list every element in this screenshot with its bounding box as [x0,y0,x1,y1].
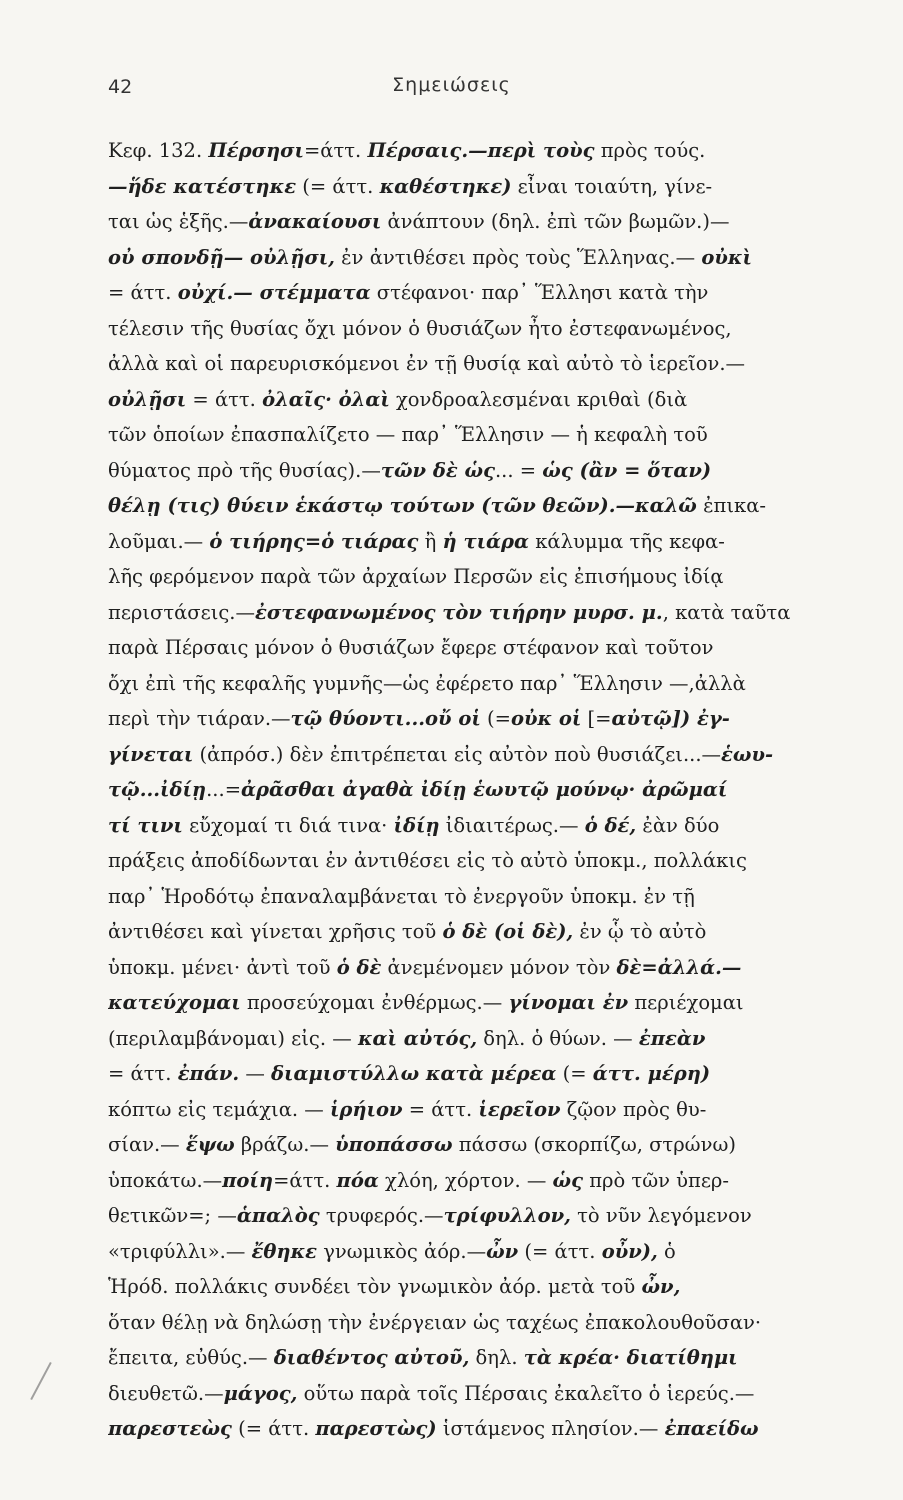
lemma-term: ἰδίῃ [393,813,440,837]
lemma-term: διαθέντος αὐτοῦ, [273,1346,470,1369]
text-line [108,1056,888,1092]
text-line [108,559,888,595]
lemma-term: γίνομαι ἐν [508,991,629,1014]
gloss-text: ὅταν θέλῃ νὰ δηλώσῃ τὴν ἐνέργειαν ὡς ταχέως ἐπακολουθοῦσαν· [108,1310,762,1334]
gloss-text: περιστάσεις.— [108,600,255,624]
gloss-text: =άττ. [273,1168,337,1192]
text-line [108,737,888,773]
lemma-term: ἡ τιάρα [442,529,530,553]
gloss-text: — [239,1062,272,1085]
text-line [108,240,888,276]
text-line [108,275,888,311]
gloss-text: τρυφερός.— [319,1204,444,1227]
lemma-term: παρεστὼς) [315,1417,437,1440]
gloss-text: γνωμικὸς ἀόρ.— [317,1239,487,1263]
lemma-term: τῷ...ἰδίῃ [108,778,207,801]
gloss-text: παρὰ Πέρσαις μόνον ὁ θυσιάζων ἔφερε στέφανον καὶ τοῦτον [108,636,714,659]
text-line [108,1127,888,1163]
lemma-term: καὶ αὐτός, [357,1026,478,1050]
gloss-text: ἐν ἀντιθέσει πρὸς τοὺς Ἕλληνας.— [334,245,702,269]
gloss-text: (περιλαμβάνομαι) εἰς. — [108,1026,358,1050]
lemma-term: οὐλῇσι [108,387,187,411]
text-line [108,772,888,808]
gloss-text: (= [556,1062,593,1085]
lemma-term: ὦν [486,1239,519,1263]
gloss-text: ὁ [657,1239,676,1263]
text-line [108,1198,888,1234]
notes-body [108,133,888,1447]
gloss-text: ὄχι ἐπὶ τῆς κεφαλῆς γυμνῆς—ὡς ἐφέρετο παρ᾽ Ἕλλησιν —,ἀλλὰ [108,671,746,695]
gloss-text: τέλεσιν τῆς θυσίας ὄχι μόνον ὁ θυσιάζων ἦτο ἐστεφανωμένος, [108,316,732,340]
lemma-term: τῷ θύοντι...οὔ οἱ [290,707,481,730]
gloss-text: = άττ. [402,1097,479,1121]
gloss-text: =άττ. [303,139,368,162]
lemma-term: ὑποπάσσω [335,1133,453,1156]
lemma-term: ἐπεὰν [638,1026,706,1050]
gloss-text: ἱστάμενος πλησίον.— [436,1417,665,1440]
text-line [108,1411,888,1447]
lemma-term: ἱερεῖον [478,1097,561,1121]
lemma-term: τῶν δὲ ὡς [380,458,495,482]
lemma-term: οὐχί.— στέμματα [177,281,371,304]
text-line [108,1092,888,1128]
gloss-text: «τριφύλλι».— [108,1239,252,1263]
lemma-term: ὁ δέ, [584,813,637,837]
lemma-term: ἔθηκε [251,1239,318,1263]
running-head: Σημειώσεις [392,74,511,96]
gloss-text: δηλ. ὁ θύων. — [477,1026,639,1050]
gloss-text: χλόη, χόρτον. — [378,1168,553,1192]
text-line [108,843,888,879]
lemma-term: δὲ=ἀλλά.— [616,955,742,979]
gloss-text: προσεύχομαι ἐνθέρμως.— [240,991,509,1014]
gloss-text: ἰδιαιτέρως.— [439,813,585,837]
text-line [108,346,888,382]
gloss-text: (ἀπρόσ.) δὲν ἐπιτρέπεται εἰς αὐτὸν ποὺ θυσιάζει...— [193,742,722,766]
lemma-term: καθέστηκε) [379,174,512,198]
lemma-term: μάγος, [223,1381,298,1405]
gloss-text: = άττ. [186,387,263,411]
pencil-mark [30,1362,51,1400]
gloss-text: (= [480,707,511,730]
gloss-text: κάλυμμα τῆς κεφα- [529,529,725,553]
lemma-term: ὡς [552,1168,583,1192]
gloss-text: (= άττ. [231,1417,316,1440]
gloss-text: πρὸς τούς. [594,139,706,162]
gloss-text: εὔχομαί τι διά τινα· [182,813,394,837]
gloss-text: = άττ. [108,1062,178,1085]
gloss-text: ὑποκμ. μένει· ἀντὶ τοῦ [108,955,337,979]
gloss-text: θετικῶν=; — [108,1204,237,1227]
gloss-text: ...= [206,778,242,801]
gloss-text: βράζω.— [234,1133,336,1156]
lemma-term: ὦν, [641,1275,681,1298]
gloss-text: ... = [494,458,543,482]
lemma-term: ἁπαλὸς [236,1204,320,1227]
page-number: 42 [108,76,133,98]
lemma-term: Πέρσησι [208,139,304,162]
gloss-text: σίαν.— [108,1133,186,1156]
text-line [108,1234,888,1270]
text-line [108,1021,888,1057]
gloss-text: πάσσω (σκορπίζω, στρώνω) [452,1133,736,1156]
gloss-text: ἐπικα- [696,494,766,517]
gloss-text: ἐὰν δύο [636,813,720,837]
lemma-term: ἑωυ- [721,742,774,766]
gloss-text: ζῷον πρὸς θυ- [560,1097,707,1121]
lemma-term: πόα [336,1168,379,1192]
gloss-text: περὶ τὴν τιάραν.— [108,707,291,730]
lemma-term: ὁ δὲ (οἱ δὲ), [442,920,574,943]
gloss-text: τὸ νῦν λεγόμενον [570,1204,752,1227]
text-line [108,1340,888,1376]
gloss-text: κόπτω εἰς τεμάχια. — [108,1097,330,1121]
gloss-text: παρ᾽ Ἡροδότῳ ἐπαναλαμβάνεται τὸ ἐνεργοῦν ὑποκμ. ἐν τῇ [108,884,695,908]
lemma-term: ποίη [222,1168,274,1192]
gloss-text: ὑποκάτω.— [108,1168,223,1192]
gloss-text: πράξεις ἀποδίδωνται ἐν ἀντιθέσει εἰς τὸ αὐτὸ ὑποκμ., πολλάκις [108,849,747,872]
gloss-text: ἔπειτα, εὐθύς.— [108,1346,274,1369]
gloss-text: εἶναι τοιαύτη, γίνε- [511,174,713,198]
text-line [108,630,888,666]
lemma-term: ἱρήιον [329,1097,403,1121]
gloss-text: λῆς φερόμενον παρὰ τῶν ἀρχαίων Περσῶν εἰς ἐπισήμους ἰδίᾳ [108,565,724,588]
gloss-text: ἢ [418,529,443,553]
text-line [108,1163,888,1199]
lemma-term: άττ. μέρη) [592,1062,711,1085]
text-line [108,808,888,844]
text-line [108,985,888,1021]
lemma-term: διαμιστύλλω κατὰ μέρεα [271,1062,557,1085]
lemma-term: ὡς (ἂν = ὅταν) [542,458,712,482]
gloss-text: (= άττ. [518,1239,602,1263]
lemma-term: ἀνακαίουσι [248,210,382,233]
gloss-text: διευθετῶ.— [108,1381,224,1405]
lemma-term: Πέρσαις.—περὶ τοὺς [367,139,595,162]
text-line [108,169,888,205]
lemma-term: ἐπάν. [177,1062,240,1085]
gloss-text: περιέχομαι [628,991,744,1014]
lemma-term: ἕψω [185,1133,235,1156]
gloss-text: ἀλλὰ καὶ οἱ παρευρισκόμενοι ἐν τῇ θυσίᾳ καὶ αὐτὸ τὸ ἱερεῖον.— [108,352,746,375]
lemma-term: οὖν), [601,1239,658,1263]
lemma-term: ἀρᾶσθαι ἀγαθὰ ἰδίῃ ἑωυτῷ μούνῳ· ἀρῶμαί [241,778,728,801]
gloss-text: θύματος πρὸ τῆς θυσίας).— [108,458,381,482]
gloss-text: ἀντιθέσει καὶ γίνεται χρῆσις τοῦ [108,920,443,943]
text-line [108,879,888,915]
lemma-term: τὰ κρέα· διατίθημι [523,1346,738,1369]
lemma-term: θέλῃ (τις) θύειν ἑκάστῳ τούτων (τῶν θεῶν).—καλῶ [108,494,697,517]
lemma-term: ἐπαείδω [664,1417,759,1440]
gloss-text: χονδροαλεσμέναι κριθαὶ (διὰ [389,387,688,411]
text-line [108,382,888,418]
lemma-term: γίνεται [108,742,194,766]
lemma-term: οὐ σπονδῇ— οὐλῇσι, [108,245,335,269]
text-line [108,417,888,453]
lemma-term: οὐκὶ [701,245,752,269]
text-line [108,1269,888,1305]
gloss-text: στέφανοι· παρ᾽ Ἕλλησι κατὰ τὴν [370,281,709,304]
text-line [108,1376,888,1412]
gloss-text: ἐν ᾧ τὸ αὐτὸ [573,920,707,943]
gloss-text: δηλ. [469,1346,524,1369]
text-line [108,133,888,169]
text-line [108,204,888,240]
lemma-term: ἐστεφανωμένος τὸν τιήρην μυρσ. μ. [254,600,663,624]
text-line [108,311,888,347]
text-line [108,453,888,489]
text-line [108,950,888,986]
gloss-text: τῶν ὁποίων ἐπασπαλίζετο — παρ᾽ Ἕλλησιν — ἡ κεφαλὴ τοῦ [108,423,708,446]
gloss-text: = άττ. [108,281,178,304]
gloss-text: πρὸ τῶν ὑπερ- [583,1168,729,1192]
text-line [108,666,888,702]
text-line [108,488,888,524]
lemma-term: αὐτῷ]) ἐγ- [611,707,730,730]
lemma-term: ὁ τιήρης=ὁ τιάρας [209,529,419,553]
gloss-text: ἀνάπτουν (δηλ. ἐπὶ τῶν βωμῶν.)— [381,210,730,233]
gloss-text: ται ὡς ἑξῆς.— [108,210,249,233]
text-line [108,1305,888,1341]
lemma-term: —ἥδε κατέστηκε [108,174,297,198]
gloss-text: οὕτω παρὰ τοῖς Πέρσαις ἐκαλεῖτο ὁ ἱερεύς.— [297,1381,755,1405]
gloss-text: λοῦμαι.— [108,529,210,553]
gloss-text: ἀνεμένομεν μόνον τὸν [381,955,617,979]
gloss-text: Ἡρόδ. πολλάκις συνδέει τὸν γνωμικὸν ἀόρ. μετὰ τοῦ [108,1275,642,1298]
text-line [108,595,888,631]
lemma-term: οὐκ οἱ [510,707,582,730]
lemma-term: τρίφυλλον, [443,1204,571,1227]
lemma-term: κατεύχομαι [108,991,241,1014]
gloss-text: , κατὰ ταῦτα [662,600,791,624]
text-line [108,914,888,950]
lemma-term: ὀλαῖς· ὀλαὶ [262,387,390,411]
lemma-term: ὁ δὲ [336,955,382,979]
lemma-term: τί τινι [108,813,183,837]
lemma-term: παρεστεὼς [108,1417,232,1440]
gloss-text: Κεφ. 132. [108,139,209,162]
text-line [108,524,888,560]
text-line [108,701,888,737]
gloss-text: (= άττ. [296,174,380,198]
gloss-text: [= [581,707,612,730]
